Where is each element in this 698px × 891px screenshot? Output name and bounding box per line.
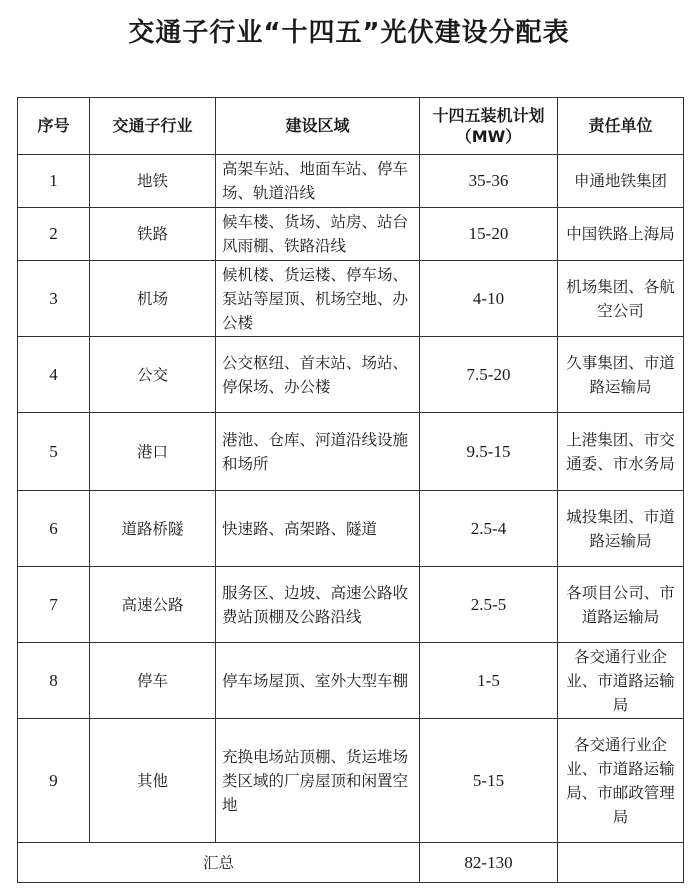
row-sector: 公交 bbox=[90, 337, 216, 413]
total-row bbox=[18, 843, 684, 883]
row-unit: 申通地铁集团 bbox=[558, 155, 684, 208]
row-unit: 久事集团、市道路运输局 bbox=[558, 337, 684, 413]
row-unit: 各交通行业企业、市道路运输局、市邮政管理局 bbox=[558, 719, 684, 843]
row-sector: 其他 bbox=[90, 719, 216, 843]
row-sector: 道路桥隧 bbox=[90, 491, 216, 567]
row-area: 停车场屋顶、室外大型车棚 bbox=[216, 643, 420, 719]
header-sector: 交通子行业 bbox=[90, 98, 216, 155]
table-row bbox=[18, 208, 684, 261]
table-row bbox=[18, 413, 684, 491]
row-sector: 机场 bbox=[90, 261, 216, 337]
table-row bbox=[18, 155, 684, 208]
table-row bbox=[18, 643, 684, 719]
table-row bbox=[18, 567, 684, 643]
row-unit: 机场集团、各航空公司 bbox=[558, 261, 684, 337]
table-row bbox=[18, 491, 684, 567]
table-row bbox=[18, 261, 684, 337]
row-no: 1 bbox=[18, 155, 90, 208]
row-plan: 2.5-5 bbox=[420, 567, 558, 643]
table-header-row bbox=[18, 98, 684, 155]
row-unit: 各项目公司、市道路运输局 bbox=[558, 567, 684, 643]
table-row bbox=[18, 719, 684, 843]
row-sector: 停车 bbox=[90, 643, 216, 719]
row-plan: 5-15 bbox=[420, 719, 558, 843]
row-no: 6 bbox=[18, 491, 90, 567]
table-row bbox=[18, 337, 684, 413]
row-plan: 1-5 bbox=[420, 643, 558, 719]
row-sector: 港口 bbox=[90, 413, 216, 491]
row-plan: 15-20 bbox=[420, 208, 558, 261]
row-unit: 中国铁路上海局 bbox=[558, 208, 684, 261]
header-plan: 十四五装机计划（MW） bbox=[420, 98, 558, 155]
row-no: 9 bbox=[18, 719, 90, 843]
row-plan: 9.5-15 bbox=[420, 413, 558, 491]
row-area: 充换电场站顶棚、货运堆场类区域的厂房屋顶和闲置空地 bbox=[216, 719, 420, 843]
row-area: 高架车站、地面车站、停车场、轨道沿线 bbox=[216, 155, 420, 208]
row-no: 3 bbox=[18, 261, 90, 337]
total-plan: 82-130 bbox=[420, 843, 558, 883]
header-no: 序号 bbox=[18, 98, 90, 155]
row-no: 8 bbox=[18, 643, 90, 719]
row-sector: 铁路 bbox=[90, 208, 216, 261]
row-no: 7 bbox=[18, 567, 90, 643]
row-plan: 2.5-4 bbox=[420, 491, 558, 567]
row-unit: 各交通行业企业、市道路运输局 bbox=[558, 643, 684, 719]
total-unit bbox=[558, 843, 684, 883]
row-area: 港池、仓库、河道沿线设施和场所 bbox=[216, 413, 420, 491]
row-unit: 城投集团、市道路运输局 bbox=[558, 491, 684, 567]
row-plan: 7.5-20 bbox=[420, 337, 558, 413]
header-area: 建设区域 bbox=[216, 98, 420, 155]
row-no: 5 bbox=[18, 413, 90, 491]
row-sector: 地铁 bbox=[90, 155, 216, 208]
row-unit: 上港集团、市交通委、市水务局 bbox=[558, 413, 684, 491]
row-plan: 35-36 bbox=[420, 155, 558, 208]
row-no: 4 bbox=[18, 337, 90, 413]
row-area: 快速路、高架路、隧道 bbox=[216, 491, 420, 567]
row-area: 公交枢纽、首末站、场站、停保场、办公楼 bbox=[216, 337, 420, 413]
allocation-table bbox=[17, 97, 684, 883]
row-area: 候机楼、货运楼、停车场、泵站等屋顶、机场空地、办公楼 bbox=[216, 261, 420, 337]
page-title: 交通子行业“十四五”光伏建设分配表 bbox=[128, 18, 570, 48]
row-no: 2 bbox=[18, 208, 90, 261]
row-area: 候车楼、货场、站房、站台风雨棚、铁路沿线 bbox=[216, 208, 420, 261]
row-area: 服务区、边坡、高速公路收费站顶棚及公路沿线 bbox=[216, 567, 420, 643]
row-sector: 高速公路 bbox=[90, 567, 216, 643]
header-unit: 责任单位 bbox=[558, 98, 684, 155]
row-plan: 4-10 bbox=[420, 261, 558, 337]
total-label: 汇总 bbox=[18, 843, 420, 883]
